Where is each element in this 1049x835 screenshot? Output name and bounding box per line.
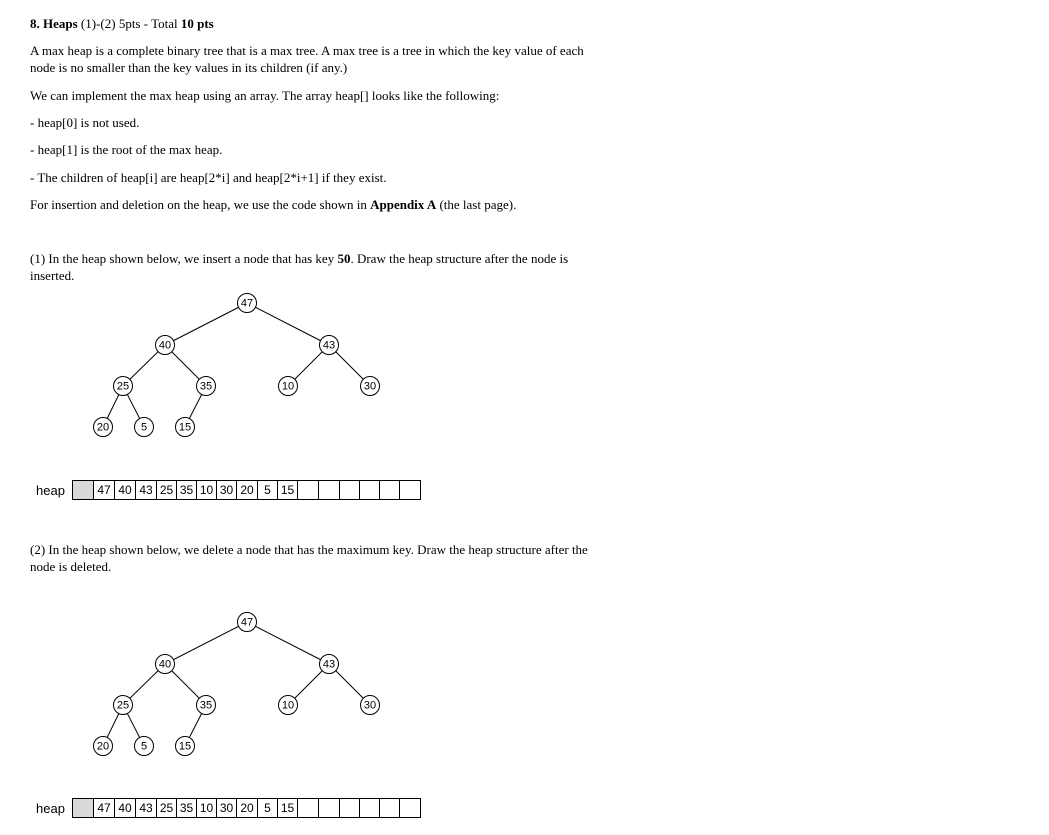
tree-node [279,696,298,715]
heading-total: 10 pts [180,16,214,31]
tree-node [135,418,154,437]
heap-cell [298,799,319,817]
heap-cell [340,481,360,499]
tree-node [279,377,298,396]
heap-cell: 5 [258,481,278,499]
heap-array-cells [72,480,421,500]
question-heading [30,15,610,32]
tree-edge [165,303,247,345]
tree-node-key: 5 [140,740,148,753]
intro-paragraph-2: We can implement the max heap using an array. The array heap[] looks like the following: [30,88,500,103]
tree-node-key: 47 [240,616,254,629]
tree-node-key: 10 [281,380,295,393]
tree-node-key: 40 [158,339,172,352]
heap-cell [380,481,400,499]
heap-cell: 47 [94,481,115,499]
heap-cell: 10 [197,799,217,817]
heap-array-1 [36,480,421,500]
tree-node [197,377,216,396]
heap-cell: 35 [177,481,197,499]
tree-node-key: 47 [240,297,254,310]
tree-node [238,613,257,632]
tree-node [197,696,216,715]
tree-node [361,696,380,715]
appendix-paragraph [30,196,610,213]
tree-node-key: 43 [322,339,336,352]
heap-array-cells [72,798,421,818]
tree-node-key: 20 [96,740,110,753]
heap-tree-2 [0,609,620,779]
tree-node-key: 30 [363,380,377,393]
tree-node-key: 40 [158,658,172,671]
heap-tree-1 [0,290,620,460]
heading-number: 8. Heaps [30,16,78,31]
q1-text-before: (1) In the heap shown below, we insert a node that has key [30,251,338,266]
heap-cell [360,481,380,499]
heap-cell-unused [73,481,94,499]
heap-cell [319,481,340,499]
heap-cell: 15 [278,799,298,817]
tree-node [320,336,339,355]
bullet-children: - The children of heap[i] are heap[2*i] and heap[2*i+1] if they exist. [30,170,387,185]
tree-node-key: 43 [322,658,336,671]
tree-node-key: 35 [199,699,213,712]
tree-node [114,696,133,715]
heap-cell: 20 [237,799,258,817]
heap-cell [319,799,340,817]
bullet-heap0: - heap[0] is not used. [30,115,140,130]
tree-node [320,655,339,674]
question-2-text: (2) In the heap shown below, we delete a node that has the maximum key. Draw the heap structure after the node is deleted. [30,542,588,574]
tree-node-key: 15 [178,421,192,434]
heap-cell [298,481,319,499]
tree-node-key: 25 [116,380,130,393]
bullet-heap1: - heap[1] is the root of the max heap. [30,142,223,157]
appendix-link-text: Appendix A [370,197,437,212]
tree-node-key: 35 [199,380,213,393]
heap-cell-unused [73,799,94,817]
tree-node [176,418,195,437]
heap-array-2 [36,798,421,818]
tree-node [114,377,133,396]
tree-node [156,655,175,674]
tree-edge [165,622,247,664]
tree-node-key: 30 [363,699,377,712]
tree-node-key: 20 [96,421,110,434]
q1-text-after: . Draw the heap structure after the node is inserted. [30,251,569,283]
tree-node-key: 5 [140,421,148,434]
heading-points: (1)-(2) 5pts - Total [77,16,181,31]
heap-cell: 30 [217,799,237,817]
tree-node [94,418,113,437]
heap-cell: 20 [237,481,258,499]
heap-array-label: heap [36,482,65,498]
tree-node [361,377,380,396]
intro-paragraph-1: A max heap is a complete binary tree that is a max tree. A max tree is a tree in which the key value of each node is no smaller than the key values in its children (if any.) [30,43,584,75]
heap-cell: 10 [197,481,217,499]
tree-node [135,737,154,756]
tree-node-key: 15 [178,740,192,753]
heap-cell [360,799,380,817]
heap-cell [400,481,421,499]
q1-key: 50 [337,251,351,266]
tree-node-key: 25 [116,699,130,712]
heap-cell: 43 [136,481,157,499]
tree-node [238,294,257,313]
heap-cell: 35 [177,799,197,817]
tree-node [94,737,113,756]
heap-array-label: heap [36,800,65,816]
heap-cell: 30 [217,481,237,499]
heap-cell: 40 [115,799,136,817]
heap-tree-1-svg [0,290,620,450]
tree-edge [247,303,329,345]
heap-cell: 40 [115,481,136,499]
tree-node [156,336,175,355]
heap-cell [400,799,421,817]
heap-cell [340,799,360,817]
tree-edge [247,622,329,664]
tree-node [176,737,195,756]
heap-cell: 25 [157,799,177,817]
appendix-text-after: (the last page). [436,197,517,212]
heap-cell: 47 [94,799,115,817]
heap-cell: 25 [157,481,177,499]
heap-cell: 43 [136,799,157,817]
heap-cell [380,799,400,817]
heap-cell: 5 [258,799,278,817]
heap-tree-2-svg [0,609,620,769]
tree-node-key: 10 [281,699,295,712]
appendix-text-before: For insertion and deletion on the heap, we use the code shown in [30,197,371,212]
heap-cell: 15 [278,481,298,499]
question-1-text [30,250,610,284]
